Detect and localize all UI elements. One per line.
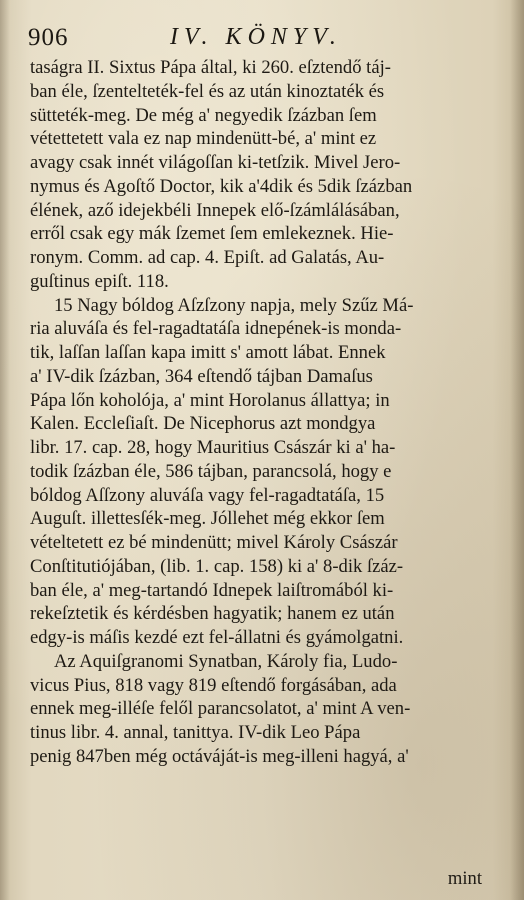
running-head: IV. KÖNYV.	[170, 24, 342, 50]
body-text	[30, 56, 486, 769]
text-line: sütteték-meg. De még a' negyedik ſzázban ſem	[30, 104, 377, 126]
text-line: ria aluváſa és fel-ragadtatáſa idnepének-is monda-	[30, 318, 402, 340]
page-edge-shadow	[510, 0, 524, 900]
text-line: vételtetett ez bé mindenütt; mivel Károly Császár	[30, 532, 398, 553]
text-line: rekeſztetik és kérdésben hagyatik; hanem ez után	[30, 603, 395, 625]
section-start-line: 15 Nagy bóldog Aſzſzony napja, mely Szűz Má-	[54, 294, 414, 316]
text-line: vicus Pius, 818 vagy 819 eſtendő forgásában, ada	[30, 674, 397, 696]
text-line: vétettetett vala ez nap mindenütt-bé, a' mint ez	[30, 128, 377, 150]
text-line: Kalen. Eccleſiaſt. De Nicephorus azt mondgya	[30, 413, 376, 435]
text-line: Pápa lőn koholója, a' mint Horolanus állattya; in	[30, 389, 390, 411]
text-line: edgy-is máſis kezdé ezt fel-állatni és gyámolgatni.	[30, 627, 404, 648]
text-line: avagy csak innét világoſſan ki-tetſzik. Mivel Jero-	[30, 152, 401, 173]
text-line: guſtinus epiſt. 118.	[30, 270, 169, 292]
text-line: todik ſzázban éle, 586 tájban, parancsolá, hogy e	[30, 460, 392, 482]
catchword: mint	[447, 868, 482, 889]
text-line: bóldog Aſſzony aluváſa vagy fel-ragadtatáſa, 15	[30, 484, 385, 506]
text-line: Auguſt. illettesſék-meg. Jóllehet még ekkor ſem	[30, 508, 385, 530]
text-line: Conſtitutiójában, (lib. 1. cap. 158) ki a' 8-dik ſzáz-	[30, 555, 404, 577]
text-line: ronym. Comm. ad cap. 4. Epiſt. ad Galatás, Au-	[30, 247, 385, 268]
text-line: tinus libr. 4. annal, tanittya. IV-dik Leo Pápa	[30, 722, 361, 743]
spine-shadow	[0, 0, 10, 900]
text-line: tik, laſſan laſſan kapa imitt s' amott lábat. Ennek	[30, 342, 386, 363]
text-line: nymus és Agoſtő Doctor, kik a'4dik és 5dik ſzázban	[30, 175, 413, 197]
text-line: erről csak egy mák ſzemet ſem emlekeznek. Hie-	[30, 223, 394, 245]
text-line: a' IV-dik ſzázban, 364 eſtendő tájban Damaſus	[30, 365, 373, 387]
text-line: penig 847ben még octáváját-is meg-illeni hagyá, a'	[30, 745, 409, 767]
page-header	[20, 22, 490, 56]
page-number: 906	[28, 24, 69, 51]
text-line: ban éle, ſzentelteték-fel és az után kinoztaték és	[30, 80, 385, 102]
text-line: ban éle, a' meg-tartandó Idnepek laiſtromából ki-	[30, 579, 394, 601]
text-line: ennek meg-illéſe felől parancsolatot, a' mint A ven-	[30, 698, 411, 720]
text-line: libr. 17. cap. 28, hogy Mauritius Császár ki a' ha-	[30, 437, 396, 458]
text-line: taságra II. Sixtus Pápa által, ki 260. eſztendő táj-	[30, 57, 391, 78]
text-line: élének, aző idejekbéli Innepek elő-ſzámlálásában,	[30, 199, 400, 221]
paragraph-start-line: Az Aquiſgranomi Synatban, Károly fia, Ludo-	[54, 650, 398, 672]
